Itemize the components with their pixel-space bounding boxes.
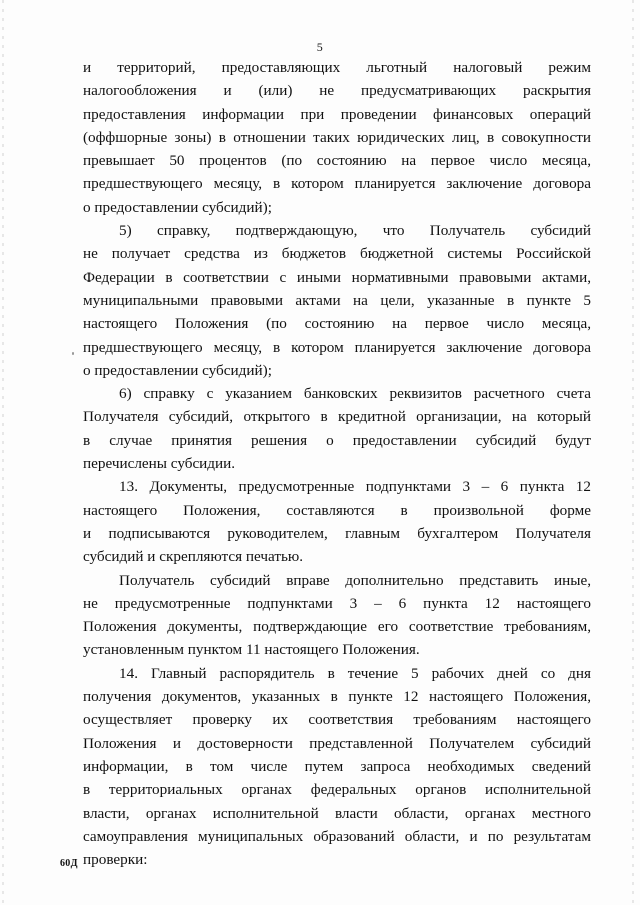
text-line: осуществляет проверку их соответствия требованиям настоящего [83, 711, 591, 729]
text-line: власти, органах исполнительной власти области, органах местного [83, 804, 591, 822]
text-line: Положения и достоверности представленной Получателем субсидий [83, 734, 591, 752]
text-line: превышает 50 процентов (по состоянию на первое число месяца, [83, 152, 591, 170]
text-line: в случае принятия решения о предоставлении субсидий будут [83, 431, 591, 449]
text-line: 14. Главный распорядитель в течение 5 рабочих дней со дня [119, 664, 591, 682]
text-line: в территориальных органах федеральных органов исполнительной [83, 781, 591, 799]
text-line: налогообложения и (или) не предусматривающих раскрытия [83, 82, 591, 100]
text-line: и подписываются руководителем, главным бухгалтером Получателя [83, 524, 591, 542]
text-line: предоставления информации при проведении финансовых операций [83, 105, 591, 123]
text-line: предшествующего месяцу, в котором планируется заключение договора [83, 338, 591, 356]
text-line: установленным пунктом 11 настоящего Положения. [83, 641, 420, 659]
text-line: Федерации в соответствии с иными нормативными правовыми актами, [83, 268, 591, 286]
text-line: 5) справку, подтверждающую, что Получатель субсидий [119, 222, 591, 240]
document-body [83, 56, 591, 871]
text-line: информации, в том числе путем запроса необходимых сведений [83, 757, 591, 775]
text-line: проверки: [83, 851, 148, 869]
text-line: настоящего Положения, составляются в произвольной форме [83, 501, 591, 519]
text-line: 6) справку с указанием банковских реквизитов расчетного счета [119, 385, 591, 403]
text-line: субсидий и скрепляются печатью. [83, 548, 304, 566]
text-line: Положения документы, подтверждающие его соответствие требованиям, [83, 618, 591, 636]
text-line: 13. Документы, предусмотренные подпунктами 3 – 6 пункта 12 [119, 478, 591, 496]
page-number: 5 [316, 40, 324, 54]
text-line: предшествующего месяцу, в котором планируется заключение договора [83, 175, 591, 193]
scan-speck [72, 352, 74, 355]
text-line: и территорий, предоставляющих льготный налоговый режим [83, 59, 591, 76]
scan-edge-right [632, 0, 634, 905]
text-line: настоящего Положения (по состоянию на первое число месяца, [83, 315, 591, 333]
text-line: о предоставлении субсидий); [83, 198, 272, 216]
text-line: получения документов, указанных в пункте 12 настоящего Положения, [83, 688, 591, 706]
text-line: (оффшорные зоны) в отношении таких юридических лиц, в совокупности [83, 128, 591, 146]
footer-code: 60Д [60, 858, 78, 869]
text-line: самоуправления муниципальных образований области, и по результатам [83, 827, 591, 845]
text-line: о предоставлении субсидий); [83, 361, 272, 379]
scan-edge-left [2, 0, 4, 905]
text-line: муниципальными правовыми актами на цели, указанные в пункте 5 [83, 291, 591, 309]
text-line: не предусмотренные подпунктами 3 – 6 пункта 12 настоящего [83, 594, 591, 612]
text-line: не получает средства из бюджетов бюджетной системы Российской [83, 245, 591, 263]
text-line: перечислены субсидии. [83, 455, 236, 473]
text-line: Получатель субсидий вправе дополнительно представить иные, [119, 571, 591, 589]
text-line: Получателя субсидий, открытого в кредитной организации, на который [83, 408, 591, 426]
